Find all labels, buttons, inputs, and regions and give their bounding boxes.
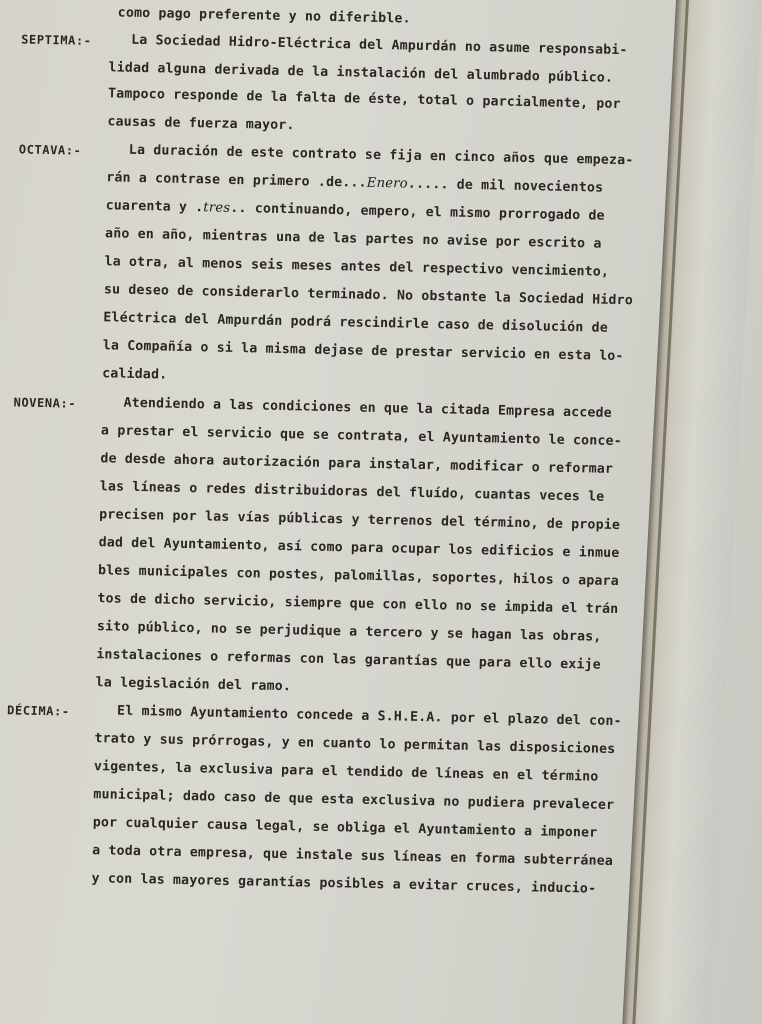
text-line: a toda otra empresa, que instale sus líneas en forma subterránea [92,843,614,870]
text-line: y con las mayores garantías posibles a evitar cruces, inducio- [91,871,597,897]
text-line: de desde ahora autorización para instalar, modificar o reformar [100,451,614,477]
text-line: municipal; dado caso de que esta exclusiva no pudiera prevalecer [93,787,615,814]
text-line: calidad. [102,366,168,383]
text-line: su deseo de considerarlo terminado. No obstante la Sociedad Hidro [103,282,634,309]
text-line: vigentes, la exclusiva para el tendido de líneas en el término [93,759,599,785]
text-line: tos de dicho servicio, siempre que con ello no se impida el trán [97,591,619,618]
text-line: instalaciones o reformas con las garantías que para ello exije [96,647,602,673]
text-line: a prestar el servicio que se contrata, el Ayuntamiento le conce- [100,423,622,450]
text-line: Tampoco responde de la falta de éste, total o parcialmente, por [107,86,621,113]
text-line: bles municipales con postes, palomillas, soportes, hilos o apara [97,563,620,590]
text-line: Eléctrica del Ampurdán podrá rescindirle caso de disolución de [103,310,609,336]
text-line: El mismo Ayuntamiento concede a S.H.E.A. por el plazo del con- [116,703,622,730]
text-line: cuarenta y .tres.. continuando, empero, el mismo prorrogado de [105,198,605,224]
text-line: como pago preferente y no diferible. [117,5,411,27]
text-line: sito público, no se perjudique a tercero y se hagan las obras, [96,619,602,645]
text-line: causas de fuerza mayor. [107,114,295,134]
clause-label: OCTAVA:- [18,142,82,158]
text-line: la legislación del ramo. [95,675,292,695]
text-line: año en año, mientras una de las partes no avise por escrito a [104,226,602,252]
text-line: trato y sus prórrogas, y en cuanto lo permitan las disposiciones [94,731,616,758]
text-line: la Compañía o si la misma dejase de prestar servicio en esta lo- [102,338,624,365]
clause-label: NOVENA:- [13,395,77,411]
text-line: lidad alguna derivada de la instalación del alumbrado público. [108,60,614,86]
text-line: la otra, al menos seis meses antes del respectivo vencimiento, [104,254,610,280]
text-line: precisen por las vías públicas y terrenos del término, de propie [99,507,621,534]
text-line: La duración de este contrato se fija en cinco años que empeza- [128,142,634,169]
text-line: La Sociedad Hidro-Eléctrica del Ampurdán no asume responsabi- [131,32,628,59]
text-line: Atendiendo a las condiciones en que la citada Empresa accede [123,395,613,421]
clause-label: DÉCIMA:- [6,703,70,719]
text-line: dad del Ayuntamiento, así como para ocupar los edificios e inmue [98,535,620,562]
clause-label: SEPTIMA:- [21,32,92,48]
text-line: por cualquier causa legal, se obliga el Ayuntamiento a imponer [92,815,598,841]
text-line: rán a contrase en primero .de...Enero..... de mil novecientos [106,170,604,196]
text-line: las líneas o redes distribuidoras del fluído, cuantas veces le [99,479,605,505]
